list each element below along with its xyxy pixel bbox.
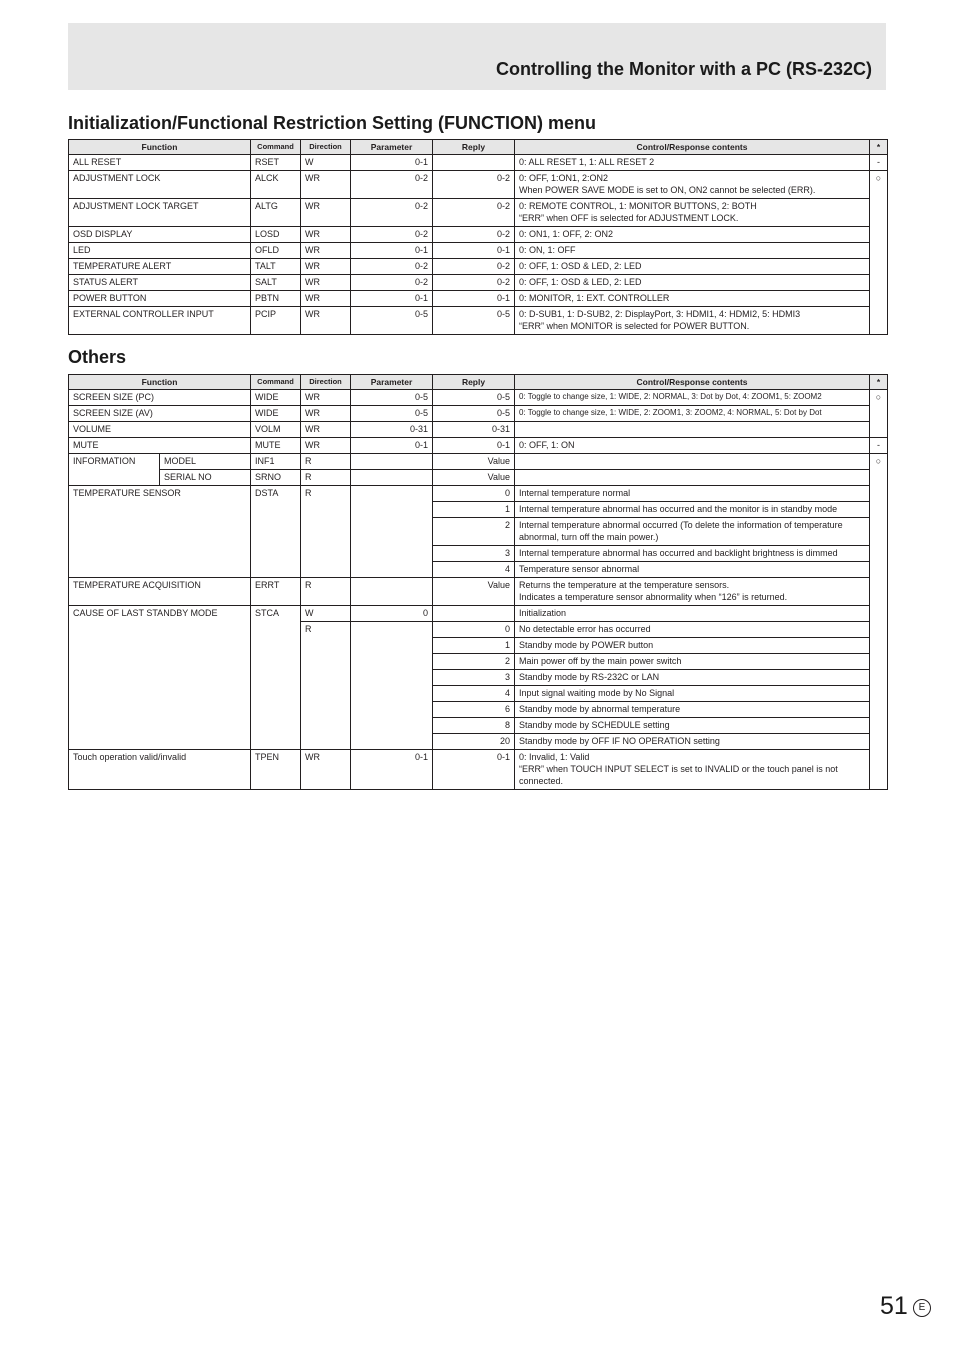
reply-cell: 1 (433, 638, 515, 654)
reply-cell: 0-5 (433, 406, 515, 422)
reply-cell: 3 (433, 546, 515, 562)
parameter-cell (351, 470, 433, 486)
contents-note: “ERR” when TOUCH INPUT SELECT is set to INVALID or the touch panel is not connected. (519, 764, 838, 786)
reply-cell: 1 (433, 502, 515, 518)
reply-cell: 0-2 (433, 171, 515, 199)
function-menu-table (68, 139, 888, 335)
direction-cell: WR (301, 243, 351, 259)
header-title: Controlling the Monitor with a PC (RS-232C) (496, 59, 872, 79)
reply-cell: 0-5 (433, 390, 515, 406)
table-header-row (69, 375, 888, 390)
reply-cell: 0-2 (433, 227, 515, 243)
parameter-cell: 0-1 (351, 155, 433, 171)
direction-cell: R (301, 454, 351, 470)
reply-cell: 0 (433, 486, 515, 502)
command-cell: VOLM (251, 422, 301, 438)
reply-cell: 0-1 (433, 243, 515, 259)
reply-cell: 6 (433, 702, 515, 718)
table-row (69, 275, 888, 291)
direction-cell: WR (301, 171, 351, 199)
contents-text: Returns the temperature at the temperature sensors. (519, 580, 730, 590)
reply-cell: 0-1 (433, 750, 515, 790)
mark-cell: - (870, 438, 888, 454)
contents-text: 0: REMOTE CONTROL, 1: MONITOR BUTTONS, 2: BOTH (519, 201, 757, 211)
col-command: Command (251, 140, 301, 155)
parameter-cell: 0-1 (351, 243, 433, 259)
function-cell: ALL RESET (69, 155, 251, 171)
direction-cell: WR (301, 291, 351, 307)
contents-cell (515, 155, 870, 171)
function-cell: Touch operation valid/invalid (69, 750, 251, 790)
reply-cell: 4 (433, 562, 515, 578)
command-cell: PBTN (251, 291, 301, 307)
command-cell: ALTG (251, 199, 301, 227)
contents-cell: Internal temperature abnormal has occurred and backlight brightness is dimmed (515, 546, 870, 562)
function-cell: VOLUME (69, 422, 251, 438)
table-row (69, 406, 888, 422)
reply-cell: 4 (433, 686, 515, 702)
table-row (69, 227, 888, 243)
col-parameter: Parameter (351, 140, 433, 155)
contents-cell: No detectable error has occurred (515, 622, 870, 638)
direction-cell: WR (301, 390, 351, 406)
parameter-cell: 0-5 (351, 390, 433, 406)
reply-cell: 0 (433, 622, 515, 638)
command-cell: SALT (251, 275, 301, 291)
contents-cell: 0: Toggle to change size, 1: WIDE, 2: NORMAL, 3: Dot by Dot, 4: ZOOM1, 5: ZOOM2 (515, 390, 870, 406)
mark-cell: ○ (870, 454, 888, 790)
command-cell: OFLD (251, 243, 301, 259)
col-parameter: Parameter (351, 375, 433, 390)
parameter-cell: 0-5 (351, 307, 433, 335)
contents-cell: Main power off by the main power switch (515, 654, 870, 670)
parameter-cell: 0-2 (351, 259, 433, 275)
reply-cell: 0-5 (433, 307, 515, 335)
direction-cell: W (301, 155, 351, 171)
reply-cell: 20 (433, 734, 515, 750)
reply-cell: 3 (433, 670, 515, 686)
command-cell: SRNO (251, 470, 301, 486)
contents-note: “ERR” when MONITOR is selected for POWER BUTTON. (519, 321, 750, 331)
table-row (69, 243, 888, 259)
contents-cell: 0: OFF, 1: OSD & LED, 2: LED (515, 259, 870, 275)
command-cell: WIDE (251, 406, 301, 422)
command-cell: STCA (251, 606, 301, 750)
direction-cell: R (301, 622, 351, 750)
command-cell: ERRT (251, 578, 301, 606)
reply-cell: 2 (433, 518, 515, 546)
function-cell: EXTERNAL CONTROLLER INPUT (69, 307, 251, 335)
function-cell: INFORMATION (69, 454, 160, 486)
parameter-cell: 0-2 (351, 199, 433, 227)
direction-cell: WR (301, 422, 351, 438)
contents-cell: 0: OFF, 1: OSD & LED, 2: LED (515, 275, 870, 291)
parameter-cell: 0-5 (351, 406, 433, 422)
contents-cell (515, 470, 870, 486)
command-cell: MUTE (251, 438, 301, 454)
contents-cell (515, 750, 870, 790)
direction-cell: WR (301, 750, 351, 790)
parameter-cell: 0-2 (351, 275, 433, 291)
function-cell: STATUS ALERT (69, 275, 251, 291)
function-cell: TEMPERATURE SENSOR (69, 486, 251, 578)
direction-cell: R (301, 470, 351, 486)
table-row (69, 291, 888, 307)
table-row (69, 454, 888, 470)
direction-cell: W (301, 606, 351, 622)
contents-note: When POWER SAVE MODE is set to ON, ON2 cannot be selected (ERR). (519, 185, 816, 195)
parameter-cell (351, 578, 433, 606)
header-bar (68, 23, 886, 90)
command-cell: DSTA (251, 486, 301, 578)
col-contents: Control/Response contents (515, 140, 870, 155)
contents-cell: Standby mode by RS-232C or LAN (515, 670, 870, 686)
reply-cell: 2 (433, 654, 515, 670)
function-cell: SCREEN SIZE (PC) (69, 390, 251, 406)
parameter-cell (351, 454, 433, 470)
function-cell: POWER BUTTON (69, 291, 251, 307)
contents-cell: Initialization (515, 606, 870, 622)
contents-cell (515, 454, 870, 470)
table-row (69, 390, 888, 406)
reply-cell: 0-31 (433, 422, 515, 438)
contents-cell: Internal temperature normal (515, 486, 870, 502)
parameter-cell: 0-31 (351, 422, 433, 438)
contents-text: 0: ALL RESET 1, 1: ALL RESET 2 (519, 157, 655, 167)
reply-cell: 0-2 (433, 259, 515, 275)
section-title-others: Others (68, 347, 127, 367)
contents-cell: 0: MONITOR, 1: EXT. CONTROLLER (515, 291, 870, 307)
contents-cell (515, 171, 870, 199)
parameter-cell: 0-1 (351, 750, 433, 790)
contents-cell (515, 422, 870, 438)
contents-note: Indicates a temperature sensor abnormality when “126” is returned. (519, 592, 788, 602)
table-row (69, 606, 888, 622)
subfunction-cell: SERIAL NO (160, 470, 251, 486)
table-row (69, 470, 888, 486)
table-row (69, 259, 888, 275)
col-function: Function (69, 375, 251, 390)
mark-cell: ○ (870, 171, 888, 335)
command-cell: PCIP (251, 307, 301, 335)
table-row (69, 578, 888, 606)
table-row (69, 422, 888, 438)
contents-cell: 0: ON1, 1: OFF, 2: ON2 (515, 227, 870, 243)
parameter-cell: 0-2 (351, 227, 433, 243)
function-cell: TEMPERATURE ALERT (69, 259, 251, 275)
function-cell: CAUSE OF LAST STANDBY MODE (69, 606, 251, 750)
contents-cell: Temperature sensor abnormal (515, 562, 870, 578)
table-header-row (69, 140, 888, 155)
col-function: Function (69, 140, 251, 155)
col-reply: Reply (433, 140, 515, 155)
direction-cell: WR (301, 307, 351, 335)
table-row (69, 199, 888, 227)
contents-note: “ERR” when OFF is selected for ADJUSTMENT LOCK. (519, 213, 739, 223)
contents-cell: 0: OFF, 1: ON (515, 438, 870, 454)
command-cell: RSET (251, 155, 301, 171)
command-cell: INF1 (251, 454, 301, 470)
contents-cell (515, 199, 870, 227)
col-command: Command (251, 375, 301, 390)
mark-cell: - (870, 155, 888, 171)
command-cell: ALCK (251, 171, 301, 199)
function-cell: MUTE (69, 438, 251, 454)
col-mark: * (870, 375, 888, 390)
direction-cell: R (301, 578, 351, 606)
direction-cell: WR (301, 199, 351, 227)
contents-cell: Internal temperature abnormal has occurred and the monitor is in standby mode (515, 502, 870, 518)
function-cell: TEMPERATURE ACQUISITION (69, 578, 251, 606)
subfunction-cell: MODEL (160, 454, 251, 470)
parameter-cell: 0 (351, 606, 433, 622)
col-direction: Direction (301, 140, 351, 155)
table-row (69, 750, 888, 790)
table-row (69, 155, 888, 171)
reply-cell (433, 155, 515, 171)
contents-text: 0: OFF, 1:ON1, 2:ON2 (519, 173, 609, 183)
function-cell: SCREEN SIZE (AV) (69, 406, 251, 422)
reply-cell: Value (433, 454, 515, 470)
others-table (68, 374, 888, 790)
page-number: 51 (880, 1292, 908, 1320)
table-row (69, 307, 888, 335)
direction-cell: R (301, 486, 351, 578)
table-row (69, 438, 888, 454)
contents-cell: Standby mode by POWER button (515, 638, 870, 654)
parameter-cell (351, 486, 433, 578)
function-cell: ADJUSTMENT LOCK TARGET (69, 199, 251, 227)
col-direction: Direction (301, 375, 351, 390)
function-cell: OSD DISPLAY (69, 227, 251, 243)
reply-cell (433, 606, 515, 622)
command-cell: TPEN (251, 750, 301, 790)
contents-text: 0: Invalid, 1: Valid (519, 752, 590, 762)
contents-cell: Standby mode by OFF IF NO OPERATION setting (515, 734, 870, 750)
reply-cell: 0-1 (433, 438, 515, 454)
function-cell: ADJUSTMENT LOCK (69, 171, 251, 199)
col-contents: Control/Response contents (515, 375, 870, 390)
direction-cell: WR (301, 227, 351, 243)
contents-cell: 0: Toggle to change size, 1: WIDE, 2: ZOOM1, 3: ZOOM2, 4: NORMAL, 5: Dot by Dot (515, 406, 870, 422)
command-cell: TALT (251, 259, 301, 275)
reply-cell: 8 (433, 718, 515, 734)
contents-text: 0: D-SUB1, 1: D-SUB2, 2: DisplayPort, 3: HDMI1, 4: HDMI2, 5: HDMI3 (519, 309, 801, 319)
reply-cell: 0-1 (433, 291, 515, 307)
contents-cell (515, 578, 870, 606)
command-cell: WIDE (251, 390, 301, 406)
page-language-badge: E (913, 1299, 931, 1317)
parameter-cell: 0-2 (351, 171, 433, 199)
reply-cell: Value (433, 578, 515, 606)
direction-cell: WR (301, 438, 351, 454)
contents-cell: Internal temperature abnormal occurred (To delete the information of temperature abnormal, turn off the main power.) (515, 518, 870, 546)
direction-cell: WR (301, 259, 351, 275)
reply-cell: 0-2 (433, 199, 515, 227)
function-cell: LED (69, 243, 251, 259)
direction-cell: WR (301, 406, 351, 422)
col-mark: * (870, 140, 888, 155)
table-row (69, 486, 888, 502)
parameter-cell (351, 622, 433, 750)
contents-cell: Standby mode by SCHEDULE setting (515, 718, 870, 734)
contents-cell: Standby mode by abnormal temperature (515, 702, 870, 718)
command-cell: LOSD (251, 227, 301, 243)
reply-cell: Value (433, 470, 515, 486)
reply-cell: 0-2 (433, 275, 515, 291)
col-reply: Reply (433, 375, 515, 390)
mark-cell: ○ (870, 390, 888, 438)
section-title-function-menu: Initialization/Functional Restriction Setting (FUNCTION) menu (68, 113, 596, 133)
table-row (69, 171, 888, 199)
parameter-cell: 0-1 (351, 438, 433, 454)
contents-cell (515, 307, 870, 335)
parameter-cell: 0-1 (351, 291, 433, 307)
contents-cell: 0: ON, 1: OFF (515, 243, 870, 259)
contents-cell: Input signal waiting mode by No Signal (515, 686, 870, 702)
direction-cell: WR (301, 275, 351, 291)
